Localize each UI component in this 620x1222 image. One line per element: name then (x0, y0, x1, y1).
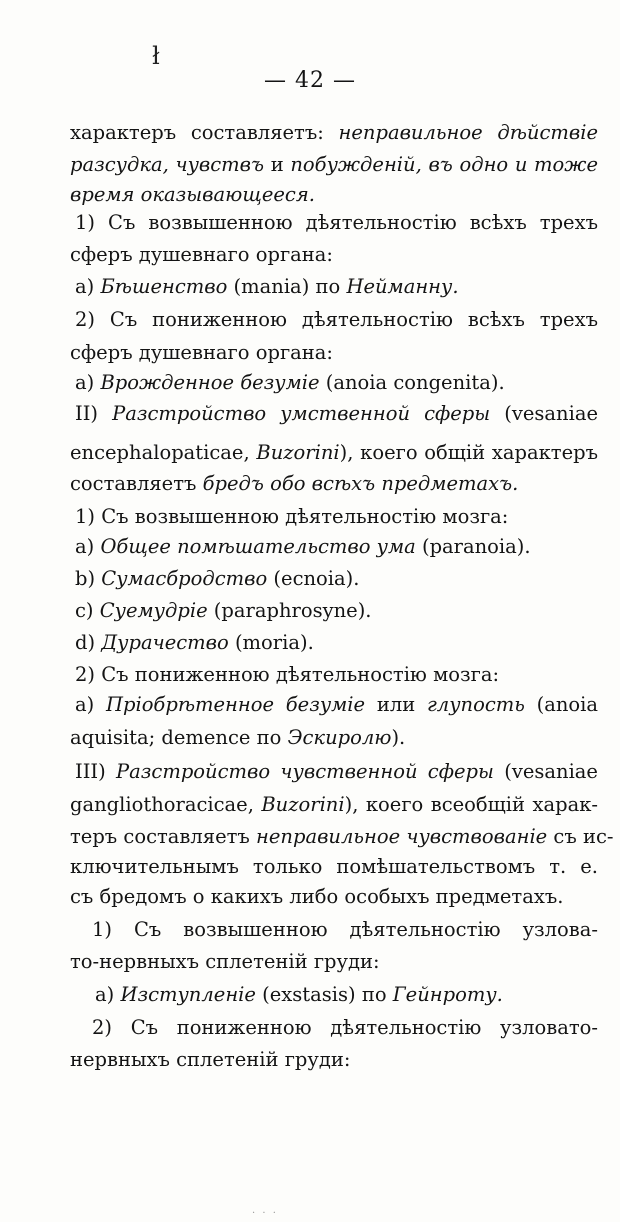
italic-run: Buzorini (261, 793, 345, 816)
italic-run: Бѣшенство (100, 275, 228, 298)
text-run: (exstasis) по (255, 983, 393, 1006)
text-run: (anoia congenita). (319, 371, 505, 394)
text-line (70, 723, 405, 753)
italic-run: Сумасбродство (101, 567, 268, 590)
text-run: d) (75, 631, 102, 654)
text-line (75, 368, 505, 398)
text-run: а) (75, 535, 101, 558)
text-run: (ecnoia). (267, 567, 360, 590)
text-run: (vesaniae (493, 760, 598, 783)
italic-run: Эскиролю (287, 726, 392, 749)
text-run: (paranoia). (415, 535, 531, 558)
text-line (95, 980, 503, 1010)
text-line (75, 596, 372, 626)
italic-run: Суемудріе (99, 599, 208, 622)
text-line (75, 272, 459, 302)
text-run: III) (75, 760, 117, 783)
text-line (70, 1045, 350, 1075)
text-line (75, 305, 598, 335)
bottom-specks: · · · (252, 1208, 278, 1219)
text-line (75, 690, 598, 720)
italic-run: Изступленіе (120, 983, 256, 1006)
text-run: b) (75, 567, 102, 590)
text-run: gangliothoracicae, (70, 793, 262, 816)
italic-run: Общее помѣшательство ума (100, 535, 416, 558)
text-run: теръ составляетъ (70, 825, 257, 848)
italic-run: неправильное дѣйствіе (338, 121, 598, 144)
text-run: сферъ душевнаго органа: (70, 341, 333, 364)
text-run: ключительнымъ только помѣшательствомъ т. е. (70, 855, 598, 878)
text-line (92, 1013, 598, 1043)
text-run: (anoia (524, 693, 599, 716)
text-run: 1) Съ возвышенною дѣятельностію узлова- (92, 918, 598, 941)
italic-run: Дурачество (101, 631, 229, 654)
text-run: то-нервныхъ сплетеній груди: (70, 950, 380, 973)
text-run: 1) Съ возвышенною дѣятельностію всѣхъ трехъ (75, 211, 598, 234)
italic-run: Разстройство чувственной сферы (116, 760, 494, 783)
text-run: c) (75, 599, 100, 622)
handwritten-mark: ł (152, 42, 160, 70)
italic-run: Пріобрѣтенное безуміе (105, 693, 366, 716)
text-line (70, 118, 598, 148)
text-line (70, 180, 315, 210)
page-number: — 42 — (264, 68, 356, 93)
text-line (75, 502, 508, 532)
text-line (70, 790, 598, 820)
text-run: ). (391, 726, 406, 749)
text-run: нервныхъ сплетеній груди: (70, 1048, 351, 1071)
text-line (70, 822, 614, 852)
text-run: ), коего всеобщій харак- (344, 793, 598, 816)
italic-run: Врожденное безуміе (100, 371, 320, 394)
text-run: (paraphrosyne). (207, 599, 372, 622)
text-line (75, 628, 314, 658)
text-line (70, 150, 598, 180)
text-line (70, 469, 518, 499)
text-run: составляетъ (70, 472, 203, 495)
text-line (70, 338, 333, 368)
italic-run: разсудка, чувствъ (70, 153, 265, 176)
text-line (70, 438, 598, 468)
text-line (75, 660, 499, 690)
text-line (75, 208, 598, 238)
italic-run: Разстройство умственной сферы (112, 402, 491, 425)
text-run: а) (95, 983, 121, 1006)
italic-run: Гейнроту. (392, 983, 503, 1006)
text-run: сферъ душевнаго органа: (70, 243, 333, 266)
text-line (70, 240, 333, 270)
text-line (92, 915, 598, 945)
text-run: а) (75, 693, 106, 716)
text-run: а) (75, 371, 101, 394)
text-run: съ ис- (547, 825, 614, 848)
text-run: 2) Съ пониженною дѣятельностію всѣхъ трехъ (75, 308, 598, 331)
italic-run: глупость (426, 693, 525, 716)
text-run: 2) Съ пониженною дѣятельностію мозга: (75, 663, 500, 686)
text-run: 1) Съ возвышенною дѣятельностію мозга: (75, 505, 509, 528)
text-run: 2) Съ пониженною дѣятельностію узловато- (92, 1016, 598, 1039)
text-run: (vesaniae (490, 402, 598, 425)
italic-run: неправильное чувствованіе (256, 825, 548, 848)
italic-run: бредъ обо всѣхъ предметахъ. (202, 472, 519, 495)
text-line (75, 532, 531, 562)
text-run: aquisita; demence по (70, 726, 288, 749)
text-line (75, 399, 598, 429)
text-run: а) (75, 275, 101, 298)
text-run: и (264, 153, 291, 176)
text-run: (moria). (228, 631, 314, 654)
text-line (70, 947, 380, 977)
italic-run: время оказывающееся. (70, 183, 315, 206)
text-run: (mania) по (227, 275, 347, 298)
text-line (70, 852, 598, 882)
text-line (75, 757, 598, 787)
text-run: съ бредомъ о какихъ либо особыхъ предметахъ. (70, 885, 564, 908)
text-run: encephalopaticae, (70, 441, 257, 464)
italic-run: Нейманну. (346, 275, 459, 298)
italic-run: побужденій, въ одно и тоже (290, 153, 598, 176)
text-run: или (365, 693, 427, 716)
text-line (75, 564, 359, 594)
text-run: II) (75, 402, 113, 425)
text-line (70, 882, 563, 912)
italic-run: Buzorini (256, 441, 340, 464)
text-run: характеръ составляетъ: (70, 121, 339, 144)
text-run: ), коего общій характеръ (339, 441, 598, 464)
